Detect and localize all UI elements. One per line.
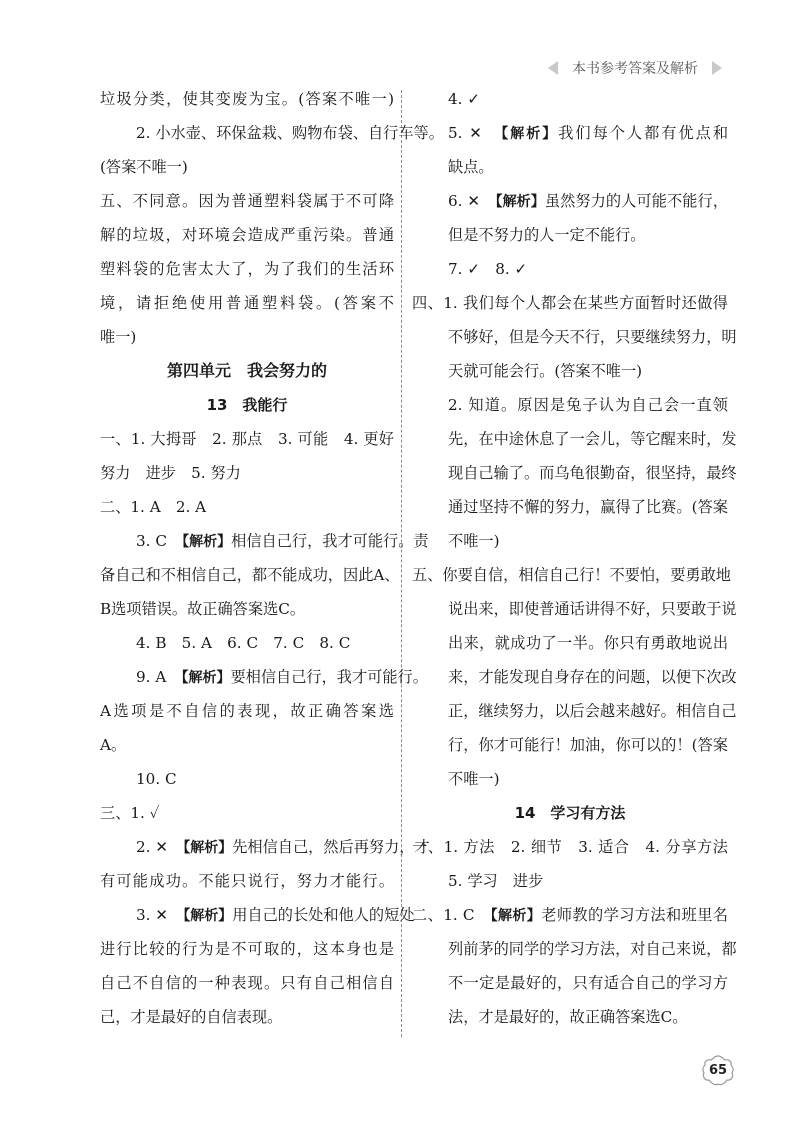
text-line: 四、1. 我们每个人都会在某些方面暂时还做得 [412, 294, 728, 312]
text-line: 唯一) [100, 328, 137, 346]
text-line: 来，才能发现自身存在的问题，以便下次改 [448, 668, 737, 686]
text-line: 二、1. A 2. A [100, 498, 207, 516]
analysis-tag: 【解析】 [495, 194, 545, 210]
page-header [548, 58, 722, 78]
text-line: A选项是不自信的表现，故正确答案选 [100, 702, 394, 720]
text-line: 2. 小水壶、环保盆栽、购物布袋、自行车等。 [136, 124, 444, 142]
analysis-tag: 【解析】 [183, 908, 233, 924]
text-line: 出来，就成功了一半。你只有勇敢地说出 [448, 634, 728, 652]
right-column [412, 82, 737, 1034]
text-line: 二、1. C 【解析】老师教的学习方法和班里名 [412, 906, 728, 924]
text-line: 缺点。 [448, 158, 494, 176]
lesson-title: 13 我能行 [206, 396, 288, 414]
text-line: (答案不唯一) [100, 158, 188, 176]
text-line: 一、1. 方法 2. 细节 3. 适合 4. 分享方法 [412, 838, 728, 856]
text-line: 但是不努力的人一定不能行。 [448, 226, 646, 244]
text-line: 9. A 【解析】要相信自己行，我才可能行。 [136, 668, 428, 686]
header-title: 本书参考答案及解析 [572, 61, 698, 77]
header-left-triangle-icon [548, 61, 558, 75]
text-line: 5. 学习 进步 [448, 872, 544, 890]
text-line: 备自己和不相信自己，都不能成功，因此A、 [100, 566, 400, 584]
text-line: 3. ✕ 【解析】用自己的长处和他人的短处 [136, 906, 415, 924]
analysis-tag: 【解析】 [182, 534, 232, 550]
analysis-tag: 【解析】 [501, 126, 559, 142]
text-line: 行，你才可能行！加油，你可以的！(答案 [448, 736, 728, 754]
text-line: 五、你要自信，相信自己行！不要怕，要勇敢地 [412, 566, 731, 584]
text-line: 7. ✓ 8. ✓ [448, 260, 528, 278]
unit-title: 第四单元 我会努力的 [166, 361, 327, 380]
text-line: 10. C [136, 770, 177, 788]
text-line: 通过坚持不懈的努力，赢得了比赛。(答案 [448, 498, 728, 516]
text-line: 五、不同意。因为普通塑料袋属于不可降 [100, 192, 394, 210]
lesson-title: 14 学习有方法 [514, 804, 626, 822]
text-line: 解的垃圾，对环境会造成严重污染。普通 [100, 226, 394, 244]
text-line: 现自己输了。而乌龟很勤奋，很坚持，最终 [448, 464, 737, 482]
text-line: 6. ✕ 【解析】虽然努力的人可能不能行， [448, 192, 729, 210]
text-line: 境，请拒绝使用普通塑料袋。(答案不 [100, 294, 394, 312]
text-line: B选项错误。故正确答案选C。 [100, 600, 306, 618]
text-line: 塑料袋的危害太大了，为了我们的生活环 [100, 260, 394, 278]
text-line: 列前茅的同学的学习方法，对自己来说，都 [448, 940, 737, 958]
text-line: 垃圾分类，使其变废为宝。(答案不唯一) [100, 90, 394, 108]
text-line: A。 [100, 736, 127, 754]
left-column [100, 82, 444, 1034]
text-line: 努力 进步 5. 努力 [100, 464, 241, 482]
text-line: 4. B 5. A 6. C 7. C 8. C [136, 634, 351, 652]
column-divider [401, 90, 402, 1037]
page-number: 65 [708, 1063, 728, 1078]
text-line: 法，才是最好的，故正确答案选C。 [448, 1008, 688, 1026]
page-number-badge [700, 1053, 736, 1089]
text-line: 自己不自信的一种表现。只有自己相信自 [100, 974, 394, 992]
text-line: 不够好，但是今天不行，只要继续努力，明 [448, 328, 737, 346]
text-line: 有可能成功。不能只说行，努力才能行。 [100, 872, 394, 890]
text-line: 3. C 【解析】相信自己行，我才可能行。责 [136, 532, 429, 550]
text-line: 说出来，即使普通话讲得不好，只要敢于说 [448, 600, 737, 618]
text-line: 正，继续努力，以后会越来越好。相信自己 [448, 702, 737, 720]
text-line: 不一定是最好的，只有适合自己的学习方 [448, 974, 728, 992]
text-line: 2. ✕ 【解析】先相信自己，然后再努力，才 [136, 838, 430, 856]
text-line: 5. ✕ 【解析】我们每个人都有优点和 [448, 124, 729, 142]
text-line: 不唯一) [448, 770, 500, 788]
analysis-tag: 【解析】 [181, 670, 231, 686]
text-line: 己，才是最好的自信表现。 [100, 1008, 283, 1026]
text-line: 一、1. 大拇哥 2. 那点 3. 可能 4. 更好 [100, 430, 394, 448]
text-line: 4. ✓ [448, 90, 481, 108]
analysis-tag: 【解析】 [183, 840, 233, 856]
text-line: 先，在中途休息了一会儿，等它醒来时，发 [448, 430, 737, 448]
analysis-tag: 【解析】 [490, 908, 542, 924]
text-line: 天就可能会行。(答案不唯一) [448, 362, 643, 380]
header-right-triangle-icon [712, 61, 722, 75]
text-line: 进行比较的行为是不可取的，这本身也是 [100, 940, 394, 958]
text-line: 不唯一) [448, 532, 500, 550]
text-line: 2. 知道。原因是兔子认为自己会一直领 [448, 396, 728, 414]
text-line: 三、1. ✓ [100, 804, 160, 822]
